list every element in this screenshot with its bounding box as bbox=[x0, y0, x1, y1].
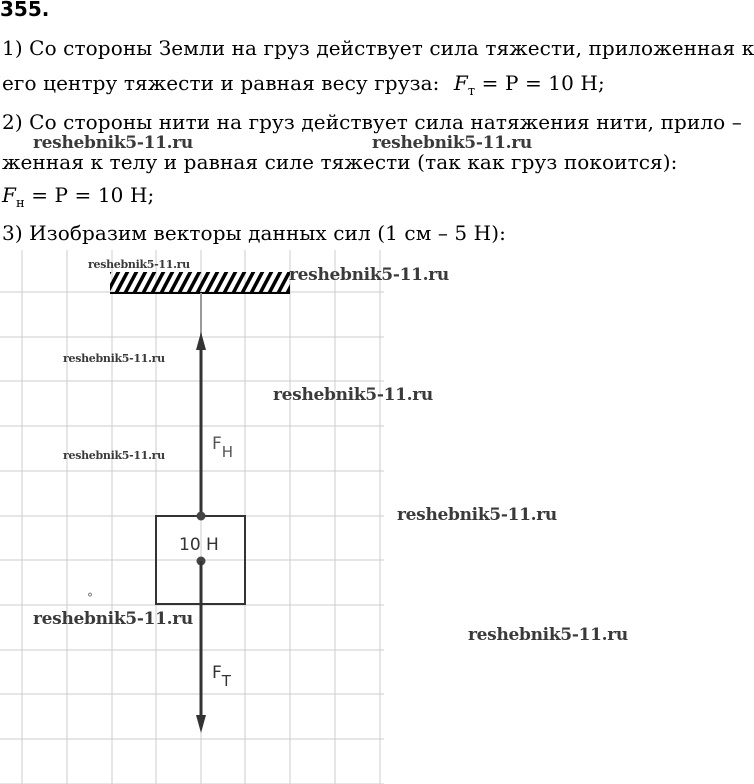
watermark: reshebnik5-11.ru bbox=[63, 449, 165, 462]
text-line-4: женная к телу и равная силе тяжести (так как груз покоится): bbox=[2, 150, 678, 174]
gravity-label: FТ bbox=[212, 663, 231, 690]
text-line-2-body: его центру тяжести и равная весу груза: bbox=[2, 71, 440, 95]
watermark: reshebnik5-11.ru bbox=[273, 385, 433, 405]
text-line-3: 2) Со стороны нити на груз действует сила натяжения нити, прило – bbox=[2, 110, 742, 134]
watermark: reshebnik5-11.ru bbox=[289, 265, 449, 285]
stray-mark: ° bbox=[87, 591, 93, 605]
watermark: reshebnik5-11.ru bbox=[33, 609, 193, 629]
watermark: reshebnik5-11.ru bbox=[88, 258, 190, 271]
support-hatching bbox=[110, 272, 290, 292]
watermark: reshebnik5-11.ru bbox=[33, 133, 193, 153]
watermark: reshebnik5-11.ru bbox=[63, 352, 165, 365]
text-line-1: 1) Со стороны Земли на груз действует сила тяжести, приложенная к bbox=[2, 36, 754, 60]
problem-number: 355. bbox=[0, 0, 50, 21]
gravity-arrowhead bbox=[196, 715, 206, 733]
tension-label: FН bbox=[212, 434, 234, 461]
text-line-6: 3) Изобразим векторы данных сил (1 см – 5 Н): bbox=[2, 221, 506, 245]
watermark: reshebnik5-11.ru bbox=[468, 625, 628, 645]
formula-gravity: $F_т = P = 10$ Н; bbox=[453, 71, 605, 99]
box-label: 10 Н bbox=[179, 535, 219, 555]
formula-tension: $F_н = P = 10$ Н; bbox=[2, 183, 155, 211]
tension-point bbox=[197, 512, 206, 521]
watermark: reshebnik5-11.ru bbox=[372, 133, 532, 153]
tension-arrowhead bbox=[196, 332, 206, 350]
watermark: reshebnik5-11.ru bbox=[397, 505, 557, 525]
